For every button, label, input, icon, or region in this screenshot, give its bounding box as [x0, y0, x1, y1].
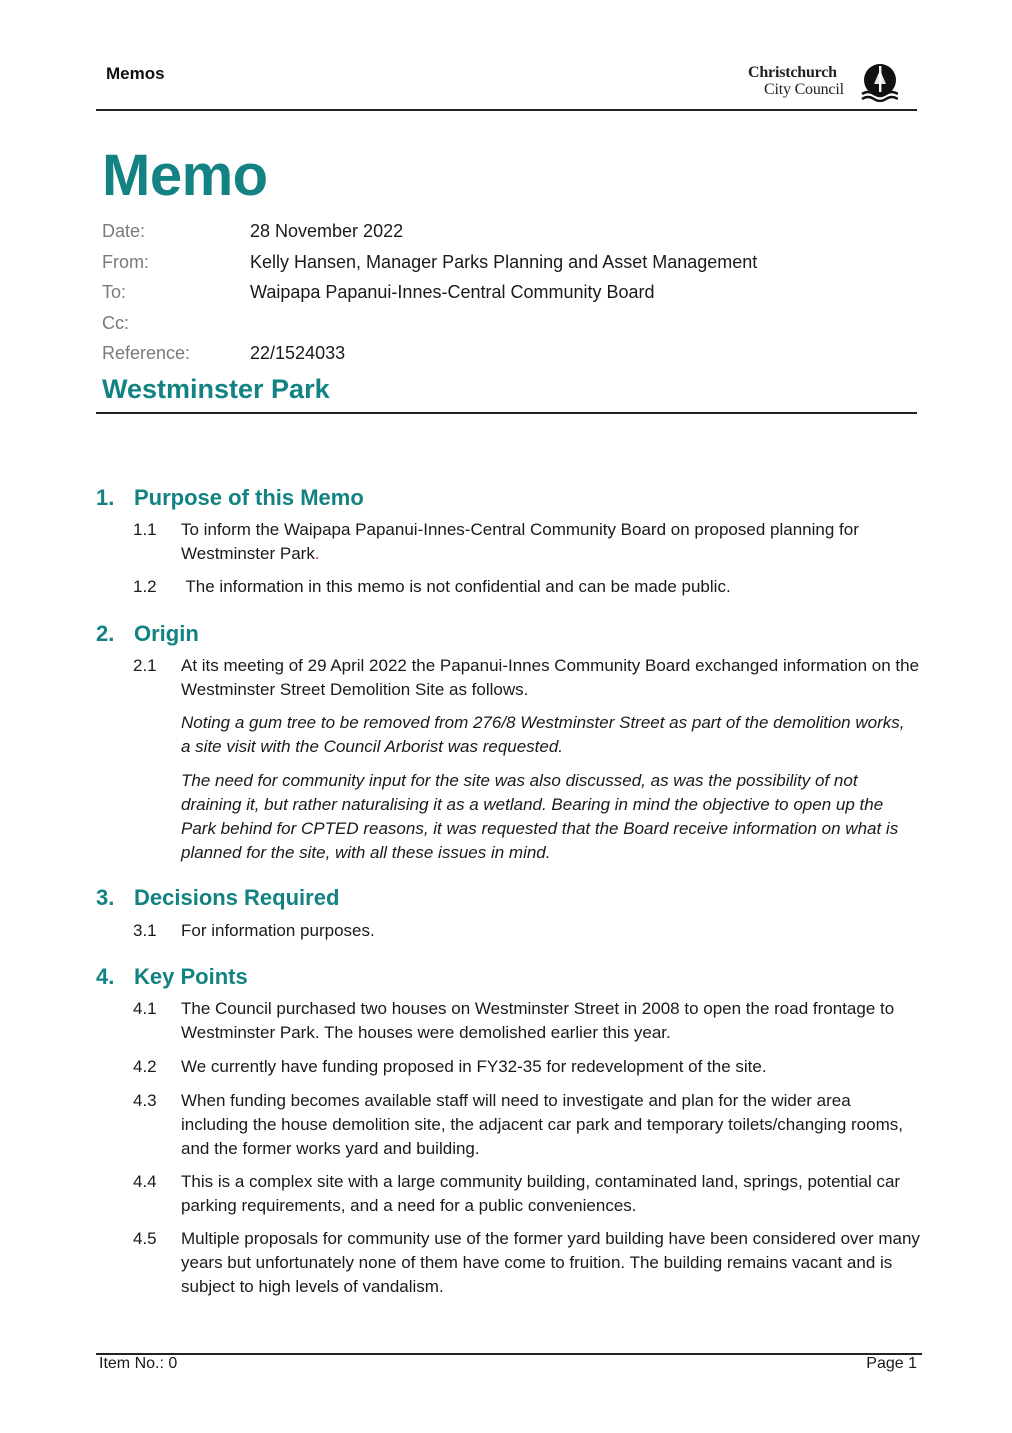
item-text: Multiple proposals for community use of the former yard building have been considered over many years but unfortunately none of them have come to fruition. The building remains vacant and is subject to high levels of vandalism. [181, 1229, 920, 1296]
header-label: Memos [106, 64, 165, 83]
section-number: 4. [96, 964, 115, 989]
item-number-footer: Item No.: 0 [99, 1355, 178, 1372]
meta-label: Cc: [102, 313, 129, 333]
item-text: When funding becomes available staff will need to investigate and plan for the wider area including the house demolition site, the adjacent car park and temporary toilets/changing rooms, and the former works yard and building. [181, 1091, 903, 1158]
section-title: Origin [134, 621, 199, 646]
footer-divider [96, 1353, 922, 1355]
memo-subject: Westminster Park [102, 374, 330, 404]
page-number: Page 1 [866, 1355, 917, 1372]
section-number: 3. [96, 885, 115, 910]
meta-label: From: [102, 252, 149, 272]
meta-label: Reference: [102, 343, 191, 363]
section-heading [96, 485, 364, 511]
logo-line1: Christchurch [748, 64, 837, 81]
section-number: 1. [96, 485, 115, 510]
memo-title: Memo [102, 143, 268, 208]
item-number: 2.1 [133, 656, 157, 675]
meta-value: Waipapa Papanui-Innes-Central Community Board [250, 282, 655, 302]
item-number: 4.2 [133, 1057, 157, 1076]
quoted-text: Noting a gum tree to be removed from 276/8 Westminster Street as part of the demolition works, a site visit with the Council Arborist was requested. [181, 713, 905, 756]
logo-line2: City Council [764, 81, 844, 98]
meta-value: 22/1524033 [250, 343, 346, 363]
header-divider [96, 109, 917, 111]
item-number: 1.2 [133, 577, 157, 596]
meta-label: To: [102, 282, 127, 302]
item-text: The information in this memo is not confidential and can be made public. [181, 577, 731, 596]
item-number: 4.5 [133, 1229, 157, 1248]
item-text-body: To inform the Waipapa Papanui-Innes-Central Community Board on proposed planning for Westminster Park [181, 520, 859, 563]
item-text-end: . [314, 544, 320, 563]
section-heading [96, 885, 339, 911]
meta-label: Date: [102, 221, 146, 241]
section-heading [96, 621, 199, 647]
item-number: 1.1 [133, 520, 157, 539]
subject-divider [96, 412, 917, 414]
cathedral-logo-icon [860, 62, 898, 102]
item-text: This is a complex site with a large community building, contaminated land, springs, potential car parking requirements, and a need for a public conveniences. [181, 1172, 901, 1215]
section-title: Decisions Required [134, 885, 340, 910]
quoted-text: The need for community input for the site was also discussed, as was the possibility of not draining it, but rather naturalising it as a wetland. Bearing in mind the objective to open up the Park behind for CPTED reasons, it was requested that the Board receive information on what is planned for the site, with all these issues in mind. [181, 771, 899, 862]
section-title: Purpose of this Memo [134, 485, 364, 510]
item-text: The Council purchased two houses on Westminster Street in 2008 to open the road frontage to Westminster Park. The houses were demolished earlier this year. [181, 999, 895, 1042]
item-text: At its meeting of 29 April 2022 the Papanui-Innes Community Board exchanged information on the Westminster Street Demolition Site as follows. [181, 656, 920, 699]
section-title: Key Points [134, 964, 248, 989]
council-logo [746, 62, 902, 104]
item-number: 3.1 [133, 921, 157, 940]
meta-value: 28 November 2022 [250, 221, 404, 241]
item-text: We currently have funding proposed in FY32-35 for redevelopment of the site. [181, 1057, 767, 1076]
item-number: 4.4 [133, 1172, 157, 1191]
section-heading [96, 964, 248, 990]
item-number: 4.1 [133, 999, 157, 1018]
item-text [181, 518, 921, 566]
section-number: 2. [96, 621, 115, 646]
item-number: 4.3 [133, 1091, 157, 1110]
meta-value: Kelly Hansen, Manager Parks Planning and Asset Management [250, 252, 758, 272]
item-text: For information purposes. [181, 921, 375, 940]
